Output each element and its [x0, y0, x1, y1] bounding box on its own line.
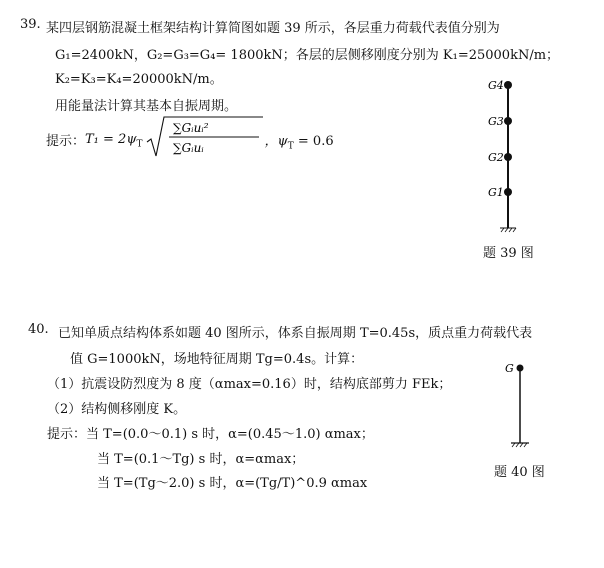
q40-label-g: G	[505, 362, 514, 375]
q39-fig-caption: 题 39 图	[483, 246, 534, 261]
q39-label-g1: G1	[488, 186, 504, 199]
q39-number: 39.	[20, 17, 41, 32]
q39-formula-tail: ，$\psi_T = 0.6$	[264, 133, 334, 152]
q39-mass-g4	[504, 81, 512, 89]
q39-mass-g1	[504, 188, 512, 196]
q40-mass	[517, 365, 524, 372]
q39-formula-num: ∑Gᵢuᵢ²	[172, 121, 209, 135]
q39-line2: G₁=2400kN，G₂=G₃=G₄= 1800kN；各层的层侧移刚度分别为 K₁=25000kN/m；	[55, 48, 560, 63]
q40-item2: （2）结构侧移刚度 K。	[47, 402, 187, 417]
q39-line1: 某四层钢筋混凝土框架结构计算简图如题 39 所示，各层重力荷载代表值分别为	[46, 21, 500, 36]
q40-line2: 值 G=1000kN，场地特征周期 Tg=0.4s。计算：	[70, 352, 364, 367]
q39-formula-lhs: $T_1 = 2\psi_T$	[85, 131, 143, 150]
q39-formula-root	[145, 114, 265, 164]
q40-hint3: 当 T=(Tg～2.0) s 时，α=(Tg/T)^0.9 αmax	[97, 476, 368, 491]
q39-line3: K₂=K₃=K₄=20000kN/m。	[55, 72, 223, 87]
q39-figure	[470, 70, 560, 240]
q39-formula-den: ∑Gᵢuᵢ	[172, 141, 204, 155]
q39-label-g3: G3	[488, 115, 504, 128]
q39-line4: 用能量法计算其基本自振周期。	[55, 99, 238, 114]
sqrt-fraction	[145, 114, 265, 160]
q40-hint2: 当 T=(0.1～Tg) s 时，α=αmax；	[97, 452, 305, 467]
q39-mass-g2	[504, 153, 512, 161]
q40-figure	[500, 355, 550, 455]
q39-label-g4: G4	[488, 79, 504, 92]
q39-mass-g3	[504, 117, 512, 125]
q40-line1: 已知单质点结构体系如题 40 图所示，体系自振周期 T=0.45s，质点重力荷载代表	[58, 326, 533, 341]
q40-fig-caption: 题 40 图	[494, 465, 545, 480]
q40-item1: （1）抗震设防烈度为 8 度（αmax=0.16）时，结构底部剪力 FEk；	[47, 377, 452, 392]
q39-hint-label: 提示：	[46, 133, 86, 149]
q40-number: 40.	[28, 322, 49, 337]
q39-label-g2: G2	[488, 151, 504, 164]
q39-hint	[46, 116, 334, 162]
q40-hint1: 提示：当 T=(0.0～0.1) s 时，α=(0.45～1.0) αmax；	[47, 427, 374, 442]
